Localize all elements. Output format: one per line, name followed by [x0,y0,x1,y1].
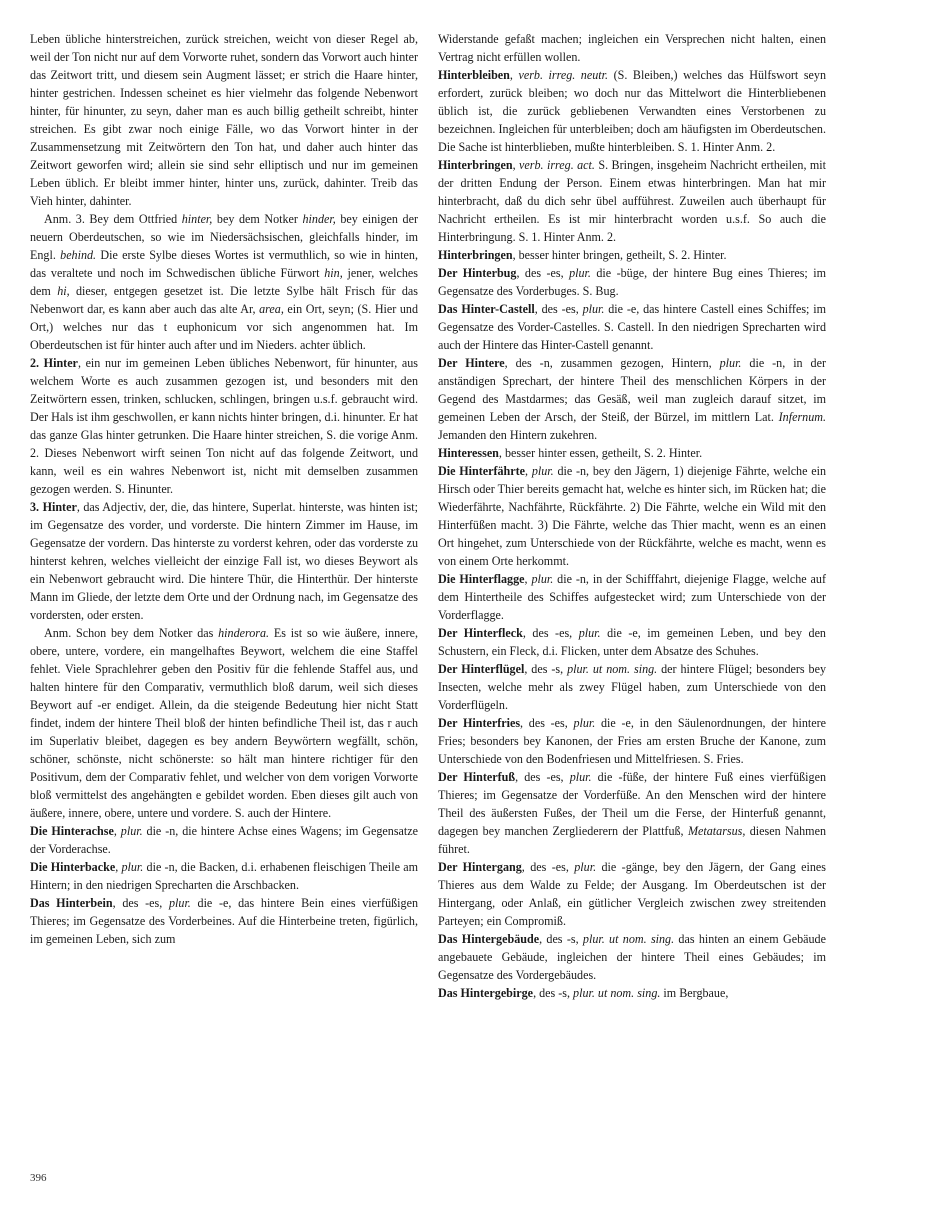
entry-text: die -gänge, bey den Jägern, der Gang eines Thieres aus dem Walde zu Felde; der Ausgang. Im Oberdeutschen ist der Hintergang, oder Anlaß, ein gütlicher Vergleich zwischen zwey streitenden Parteyen; ein Compromiß. [438,860,826,928]
entry-text: die -e, das hintere Bein eines vierfüßigen Thieres; im Gegensatze des Vorderbeines. Auf die Hinterbeine treten, figürlich, im gemeinen Leben, sich zum [30,896,419,946]
entry-text: , [115,860,122,874]
dictionary-entry [30,822,418,858]
entry-text: , des -es, [534,302,583,316]
dictionary-entry [438,156,826,246]
entry-text: bey einigen der neuern Oberdeutschen, so wie im Niedersächsischen, gleichfalls hinder, im Engl. [30,212,418,262]
headword: Hinterbleiben [438,68,510,82]
entry-text: , des -es, [522,626,579,640]
entry-text: bey dem Notker [212,212,303,226]
entry-text: Die erste Sylbe dieses Wortes ist vermuthlich, so wie in hinten, das veraltete und noch im Schwedischen übliche Fürwort [30,248,418,280]
entry-text: , des -n, zusammen gezogen, Hintern, [504,356,720,370]
entry-text: das hinten an einem Gebäude angebauete Gebäude, ingleichen der hintere Theil eines Gebäudes; im Gegensatze des Vordergebäudes. [438,932,826,982]
headword: Hinterbringen [438,248,513,262]
entry-text: , des -s, [533,986,574,1000]
italic-term: plur. [531,572,554,586]
italic-term: verb. irreg. act. [519,158,595,172]
headword: Die Hinterbacke [30,860,116,874]
dictionary-entry [30,30,418,210]
entry-text: , des -es, [521,860,575,874]
headword: Der Hinterfuß [438,770,516,784]
headword: Die Hinterfährte [438,464,526,478]
entry-text: Jemanden den Hintern zukehren. [438,428,598,442]
italic-term: hinter, [181,212,213,226]
dictionary-entry [438,624,826,660]
headword: Der Hinterfries [438,716,521,730]
italic-term: plur. [573,716,596,730]
entry-text: diesen Nahmen führet. [438,824,826,856]
entry-text: , besser hinter essen, getheilt, S. 2. Hinter. [498,446,703,460]
dictionary-entry [438,930,826,984]
dictionary-entry [438,354,826,444]
entry-text: , des -es, [520,716,574,730]
headword: Hinterbringen [438,158,513,172]
italic-term: plur. [121,860,144,874]
dictionary-entry [438,66,826,156]
headword: Der Hinterflügel [438,662,525,676]
headword: Der Hintere [438,356,505,370]
dictionary-entry [30,858,418,894]
italic-term: plur. [569,770,592,784]
entry-text: , des -s, [524,662,568,676]
dictionary-entry [438,444,826,462]
entry-text: die -n, in der Schifffahrt, diejenige Flagge, welche auf dem Hintertheile des Schiffes aufgestecket wird; zum Unterschiede von der Vorderflagge. [438,572,826,622]
italic-term: hi, [57,284,70,298]
headword: Das Hinterbein [30,896,113,910]
headword: 2. Hinter [30,356,78,370]
entry-text: jener, welches dem [30,266,418,298]
italic-term: plur. [719,356,742,370]
dictionary-entry [30,210,418,354]
dictionary-entry [438,30,826,66]
dictionary-entry [438,714,826,768]
entry-text: , [525,464,532,478]
headword: Die Hinterflagge [438,572,525,586]
italic-term: plur. [574,860,597,874]
dictionary-entry [30,354,418,498]
dictionary-entry [438,660,826,714]
entry-text: die -n, die hintere Achse eines Wagens; im Gegensatze der Vorderachse. [30,824,418,856]
headword: Das Hintergebirge [438,986,534,1000]
italic-term: hinderora. [218,626,270,640]
italic-term: behind. [60,248,97,262]
dictionary-entry [438,984,826,1002]
entry-text: , des -es, [516,266,570,280]
entry-text: Anm. 3. Bey dem Ottfried [44,212,182,226]
dictionary-entry [30,498,418,624]
entry-text: , des -s, [539,932,583,946]
right-column [438,30,826,1002]
entry-text: , [524,572,532,586]
entry-text: (S. Bleiben,) welches das Hülfswort seyn erfordert, zurück bleiben; wo doch nur das Mittelwort die Hinterbliebenen üblich ist, die zurück gebliebenen Verwandten eines Verstorbenen zu bezeichnen. Ingleichen für unterbleiben; doch am häufigsten im Oberdeutschen. Die Sache ist hinterblieben, mußte hinterbleiben. S. 1. Hinter Anm. 2. [438,68,826,154]
headword: Hinteressen [438,446,499,460]
entry-text: , besser hinter bringen, getheilt, S. 2. Hinter. [512,248,727,262]
entry-text: die -n, in der anständigen Sprechart, der hintere Theil des menschlichen Körpers in der Gegend des Mastdarmes; das Gesäß, weil man zugleich darauf sitzet, im gemeinen Leben der Arsch, der Steiß, der Bürzel, im mittlern Lat. [438,356,826,424]
entry-text: , [512,158,520,172]
entry-text: die -büge, der hintere Bug eines Thieres; im Gegensatze des Vorderbuges. S. Bug. [438,266,826,298]
entry-text: , ein nur im gemeinen Leben übliches Nebenwort, für hinunter, aus welchem Worte es auch zusammen gezogen ist, und besonders mit den Zeitwörtern essen, trinken, schlucken, schlingen, bringen u.s.f. gebraucht wird. Der Hals ist ihm geschwollen, er kann nichts hinter bringen, d.i. hinunter. Er hat das ganze Glas hinter getrunken. Die Haare hinter streichen, S. die vorige Anm. 2. Dieses Nebenwort wirft seinen Ton nicht auf das folgende Zeitwort, und kann, weil es ein wahres Nebenwort ist, nicht mit demselben zusammen gezogen werden. S. Hinunter. [30,356,418,496]
headword: Die Hinterachse [30,824,114,838]
entry-text: , des -es, [112,896,169,910]
entry-text: Anm. Schon bey dem Notker das [44,626,219,640]
entry-text: Leben übliche hinterstreichen, zurück streichen, weicht von dieser Regel ab, weil der Ton nicht nur auf dem Vorworte ruhet, sondern das Vorwort auch hinter das Zeitwort tritt, und diesem sein Augment lässet; er strich die Haare hinter, hinter gestrichen. Indessen scheinet es hier vielmehr das folgende Nebenwort hinter, für hinunter, zu seyn, daher man es auch billig getheilt schreibt, hinter streichen. Es gibt zwar noch einige Fälle, wo das Vorwort hinter in der Zusammensetzung mit Zeitwörtern den Ton hat, und daher auch hinter das Zeitwort geworfen wird; allein sie sind sehr elliptisch und nur im gemeinen Leben üblich. Er bleibt immer hinter, hinter uns, zurück, dahinter. Treib das Vieh hinter, dahinter. [30,32,418,208]
entry-text: , das Adjectiv, der, die, das hintere, Superlat. hinterste, was hinten ist; im Gegensatze des vorder, und vorderste. Die hintern Zimmer im Hause, im Gegensatze der vordern. Das hinterste zu vorderst kehren, oder das vorderste zu hinterst kehren, welches vielleicht der einzige Fall ist, wo dieses Beywort als ein Nebenwort gebraucht wird. Die hintere Thür, die Hinterthür. Der hinterste Mann im Gliede, der letzte dem Orte und der Ordnung nach, im Gegensatze des vordersten, oder ersten. [30,500,418,622]
italic-term: plur. [531,464,554,478]
entry-text: ein Ort, seyn; (S. Hier und Ort,) welches nur das t euphonicum vor sich angenommen hat. Im Oberdeutschen ist für hinter auch after und im Nieders. achter üblich. [30,302,418,352]
italic-term: plur. ut nom. sing. [582,932,675,946]
entry-text: die -n, bey den Jägern, 1) diejenige Fährte, welche ein Hirsch oder Thier bereits gemacht hat, welche es hinter sich, im Rücken hat; die Wiederfährte, Nachfährte, Rückfährte. 2) Die Fährte, welche ein Wild mit den Hinterfüßen macht. 3) Die Fährte, welche das Thier macht, wenn es an einen Ort hingehet, zum Unterschiede von der Rückfährte, welche es macht, wenn es von einem Orte herkommt. [438,464,827,568]
entry-text: im Bergbaue, [660,986,729,1000]
headword: 3. Hinter [30,500,77,514]
headword: Der Hinterfleck [438,626,523,640]
entry-text: die -n, die Backen, d.i. erhabenen fleischigen Theile am Hintern; in den niedrigen Sprecharten die Arschbacken. [30,860,418,892]
headword: Das Hintergebäude [438,932,540,946]
dictionary-entry [438,768,826,858]
italic-term: Infernum. [778,410,826,424]
italic-term: plur. [168,896,191,910]
dictionary-entry [30,624,418,822]
dictionary-entry [30,894,418,948]
italic-term: hin, [324,266,343,280]
italic-term: plur. ut nom. sing. [567,662,658,676]
italic-term: verb. irreg. neutr. [518,68,609,82]
italic-term: Metatarsus, [687,824,746,838]
entry-text: der hintere Flügel; besonders bey Insecten, welche mehr als zwey Flügel haben, zum Unterschiede von den Vorderflügeln. [438,662,826,712]
italic-term: plur. [582,302,605,316]
headword: Der Hintergang [438,860,522,874]
dictionary-entry [438,246,826,264]
left-column [30,30,418,948]
entry-text: die -e, in den Säulenordnungen, der hintere Fries; besonders bey Kanonen, der Fries am ersten Bruche der Kanone, zum Unterschiede von den Bodenfriesen und Mittelfriesen. S. Fries. [438,716,826,766]
entry-text: , [113,824,121,838]
page-number: 396 [30,1172,47,1184]
entry-text: die -e, im gemeinen Leben, und bey den Schustern, ein Fleck, d.i. Flicken, unter dem Absatze des Schuhes. [438,626,826,658]
italic-term: area, [259,302,284,316]
dictionary-entry [438,462,826,570]
italic-term: plur. [120,824,143,838]
italic-term: plur. ut nom. sing. [573,986,661,1000]
entry-text: die -füße, der hintere Fuß eines vierfüßigen Thieres; im Gegensatze der Vorderfüße. An den Menschen wird der hintere Theil des äußersten Fußes, der Theil um die Ferse, der Hinterfuß genannt, dagegen bey manchen Zergliederern der Plattfuß, [438,770,826,838]
dictionary-entry [438,264,826,300]
italic-term: plur. [569,266,591,280]
headword: Das Hinter-Castell [438,302,535,316]
entry-text: S. Bringen, insgeheim Nachricht ertheilen, mit der dritten Endung der Person. Einem etwas hinterbringen. Man hat mir hinterbracht, daß du dich sehr übel aufführest. Zuweilen auch überhaupt für Nachricht ertheilen. Es ist mir hinterbracht worden u.s.f. So auch die Hinterbringung. S. 1. Hinter Anm. 2. [438,158,827,244]
dictionary-entry [438,570,826,624]
headword: Der Hinterbug [438,266,517,280]
dictionary-entry [438,858,826,930]
entry-text: Es ist so wie äußere, innere, obere, untere, vordere, ein mangelhaftes Beywort, welchem die eine Staffel fehlet. Viele Sprachlehrer geben den Positiv für die fehlende Staffel aus, und halten hintere für den Comparativ, vermuthlich bloß darum, weil sich dieses Beywort auf -er endiget. Allein, da die steigende Bedeutung hier nicht Statt findet, indem der hintere Theil bloß der hinten befindliche Theil ist, das r auch im Superlativ bleibet, dagegen es bey andern Beywörtern wegfällt, schön, schöner, schönste, nicht schönerste: so hält man hintere richtiger für den Positivum, dem der Comparativ fehlet, und welcher von dem vorigen Vorworte bloß vermittelst des angehängten e gebildet worden. Eben dieses gilt auch von äußere, innere, obere, untere und vordere. S. auch der Hintere. [30,626,418,820]
entry-text: dieser, entgegen gesetzet ist. Die letzte Sylbe hält Frisch für das Nebenwort dar, es kann aber auch das alte Ar, [30,284,418,316]
italic-term: hinder, [302,212,336,226]
entry-text: die -e, das hintere Castell eines Schiffes; im Gegensatze des Vorder-Castelles. S. Castell. In den niedrigen Sprecharten wird auch der Hintere das Hinter-Castell genannt. [438,302,826,352]
entry-text: , des -es, [515,770,570,784]
italic-term: plur. [578,626,601,640]
dictionary-entry [438,300,826,354]
entry-text: , [509,68,519,82]
entry-text: Widerstande gefaßt machen; ingleichen ein Versprechen nicht halten, einen Vertrag nicht erfüllen wollen. [438,32,826,64]
